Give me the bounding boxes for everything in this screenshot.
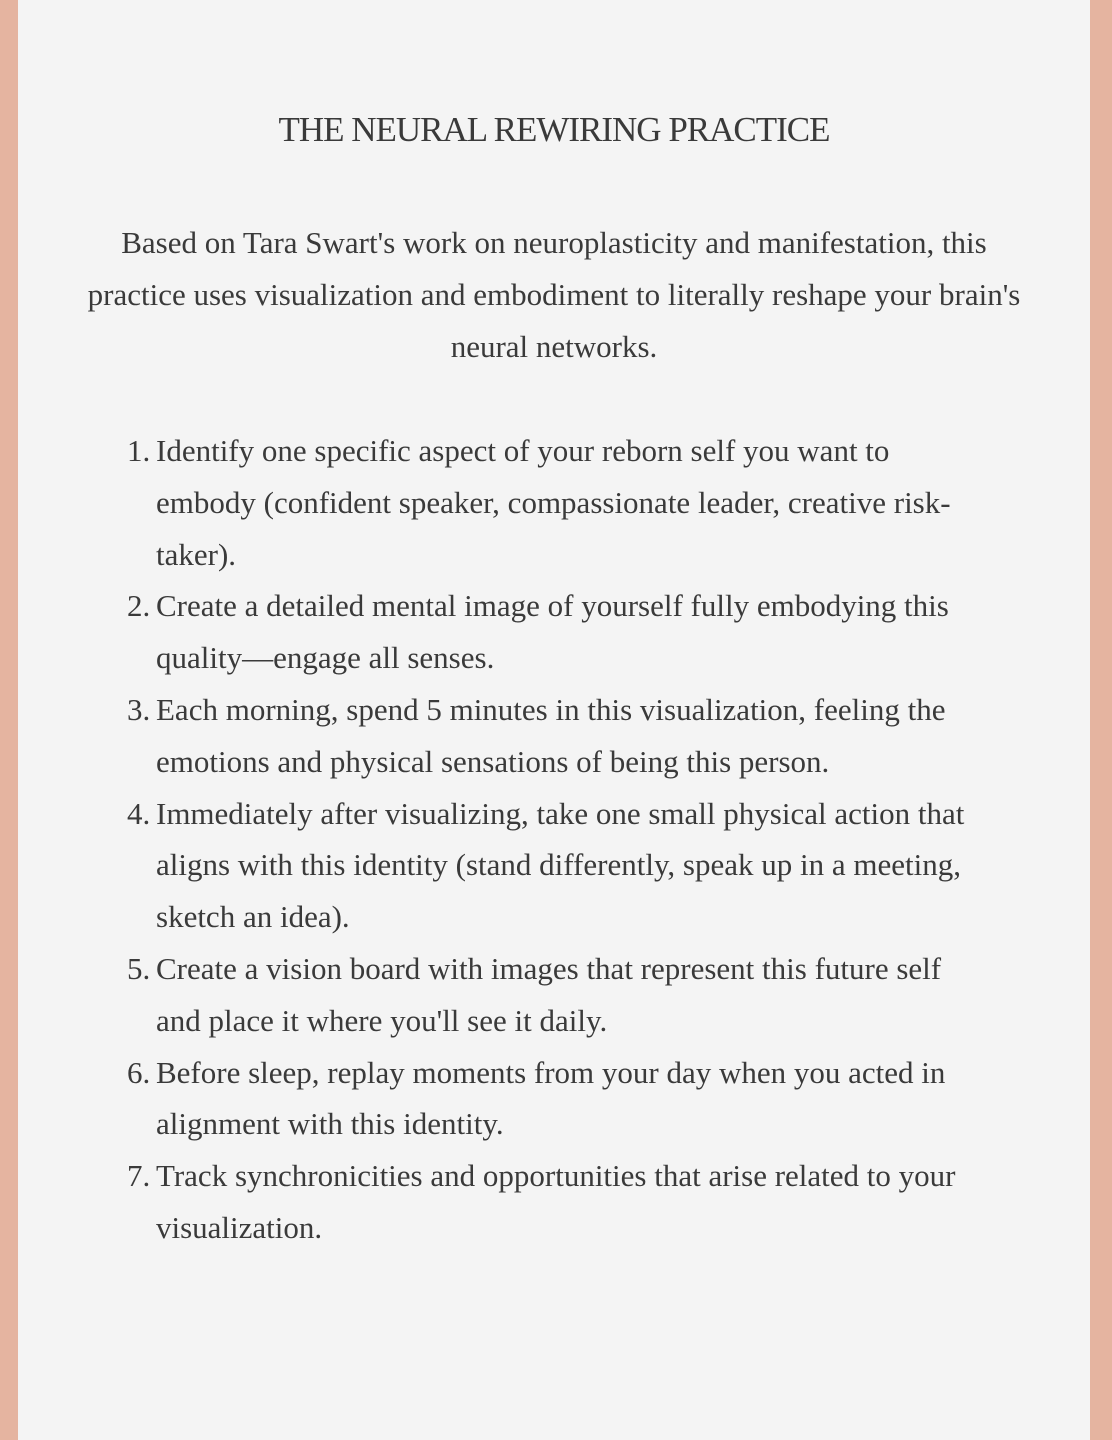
step-text: Create a detailed mental image of yourself fully embodying this quality—engage all senses.: [156, 588, 949, 676]
step-number: 3.: [127, 691, 151, 727]
step-number: 4.: [127, 795, 151, 831]
list-item: [116, 425, 986, 580]
list-item: [116, 788, 986, 943]
intro-paragraph: Based on Tara Swart's work on neuroplasticity and manifestation, this practice uses visualization and embodiment to literally reshape your brain's neural networks.: [87, 225, 1021, 364]
step-number: 7.: [127, 1158, 151, 1194]
step-text: Track synchronicities and opportunities that arise related to your visualization.: [156, 1158, 956, 1245]
step-number: 5.: [127, 950, 151, 986]
steps-list: [116, 425, 986, 1254]
step-text: Create a vision board with images that represent this future self and place it where you'll see it daily.: [156, 950, 942, 1038]
step-text: Immediately after visualizing, take one small physical action that aligns with this identity (stand differently, speak up in a meeting, sketch an idea).: [156, 795, 965, 935]
step-text: Identify one specific aspect of your reborn self you want to embody (confident speaker, compassionate leader, creative risk-taker).: [156, 433, 951, 572]
document-page: [18, 0, 1090, 1440]
step-number: 1.: [127, 433, 151, 468]
list-item: [116, 1150, 986, 1254]
step-number: 6.: [127, 1054, 151, 1090]
list-item: [116, 943, 986, 1047]
list-item: [116, 1047, 986, 1151]
step-number: 2.: [127, 588, 151, 624]
page-title: THE NEURAL REWIRING PRACTICE: [278, 110, 830, 149]
list-item: [116, 684, 986, 788]
step-text: Each morning, spend 5 minutes in this visualization, feeling the emotions and physical sensations of being this person.: [156, 691, 946, 779]
list-item: [116, 580, 986, 684]
step-text: Before sleep, replay moments from your day when you acted in alignment with this identity.: [156, 1054, 946, 1142]
